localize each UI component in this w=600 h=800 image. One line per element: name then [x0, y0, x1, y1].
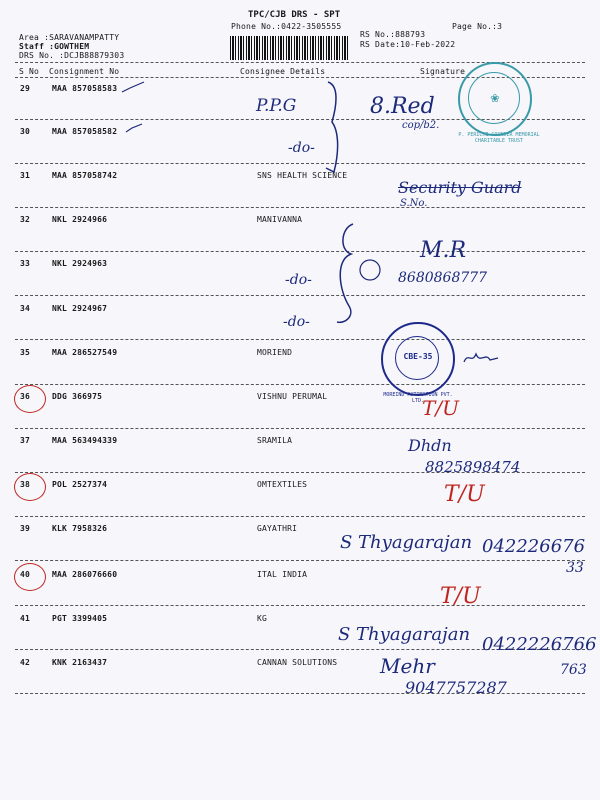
handwritten-ditto: -do-: [285, 272, 312, 288]
row-sno: 40: [20, 570, 31, 579]
area-label: Area :SARAVANAMPATTY: [19, 33, 120, 42]
row-consignment: MAA 286076660: [52, 570, 118, 579]
document-title: TPC/CJB DRS - SPT: [248, 10, 341, 20]
handwritten-brace: [322, 78, 352, 178]
tick-marks: [118, 80, 148, 140]
row-consignee: MORIEND: [257, 348, 293, 357]
row-sno: 31: [20, 171, 31, 180]
col-signature-header: Signature: [420, 67, 466, 76]
handwritten-loop: [325, 210, 385, 330]
phone-number: Phone No.:0422-3505555: [231, 22, 342, 31]
handwritten-phone: 9047757287: [405, 678, 507, 697]
row-sno: 38: [20, 480, 31, 489]
moreind-stamp-text: MOREIND AUTOMATION PVT. LTD.: [383, 392, 453, 404]
row-consignee: MANIVANNA: [257, 215, 303, 224]
row-consignment: NKL 2924963: [52, 259, 108, 268]
handwritten-name: S Thyagarajan: [340, 532, 473, 553]
row-consignment: DDG 366975: [52, 392, 103, 401]
row-divider: [15, 428, 585, 429]
handwritten-phone: 0422226766: [482, 634, 597, 655]
row-consignment: POL 2527374: [52, 480, 108, 489]
handwritten-signature: M.R: [420, 238, 467, 263]
handwritten-tu: T/U: [422, 396, 459, 420]
col-consignment-header: Consignment No: [49, 67, 120, 76]
handwritten-designation: cop/b2.: [402, 120, 440, 131]
handwritten-phone-suffix: 763: [560, 662, 587, 678]
row-consignee: ITAL INDIA: [257, 570, 308, 579]
row-divider: [15, 560, 585, 561]
row-consignment: MAA 563494339: [52, 436, 118, 445]
handwritten-signature: Dhdn: [408, 436, 452, 455]
row-divider: [15, 251, 585, 252]
row-sno: 33: [20, 259, 31, 268]
staff-label: Staff :GOWTHEM: [19, 42, 90, 51]
handwritten-ditto: -do-: [283, 314, 310, 330]
row-consignment: KLK 7958326: [52, 524, 108, 533]
tick-mark: [126, 124, 142, 132]
row-consignee: VISHNU PERUMAL: [257, 392, 328, 401]
row-sno: 37: [20, 436, 31, 445]
handwritten-signature: Mehr: [380, 654, 435, 678]
handwritten-initials: [462, 348, 502, 368]
rs-date: RS Date:10-Feb-2022: [360, 40, 456, 49]
barcode: [230, 36, 350, 60]
row-sno: 41: [20, 614, 31, 623]
row-sno: 30: [20, 127, 31, 136]
red-circle-mark: [14, 385, 46, 413]
circled-mark: [360, 260, 380, 280]
handwritten-signature: 8.Red: [370, 94, 435, 119]
row-sno: 42: [20, 658, 31, 667]
handwritten-tu: T/U: [440, 584, 481, 609]
row-divider: [15, 516, 585, 517]
initials-stroke: [464, 354, 498, 362]
row-consignment: MAA 857058742: [52, 171, 118, 180]
row-consignment: MAA 286527549: [52, 348, 118, 357]
row-divider: [15, 384, 585, 385]
trust-stamp: [458, 62, 532, 136]
handwritten-ppg: P.P.G: [256, 96, 297, 116]
drs-number: DRS No. :DCJB88879303: [19, 51, 125, 60]
row-consignee: SRAMILA: [257, 436, 293, 445]
loop-stroke: [337, 224, 353, 322]
col-sno-header: S No: [19, 67, 40, 76]
handwritten-phone-suffix: 33: [566, 560, 584, 576]
rs-number: RS No.:888793: [360, 30, 426, 39]
row-sno: 39: [20, 524, 31, 533]
brace-stroke: [326, 82, 338, 172]
row-divider: [15, 605, 585, 606]
row-consignment: NKL 2924967: [52, 304, 108, 313]
row-divider: [15, 207, 585, 208]
handwritten-phone: 8680868777: [398, 270, 488, 286]
row-consignment: PGT 3399405: [52, 614, 108, 623]
row-divider: [15, 163, 585, 164]
red-circle-mark: [14, 563, 46, 591]
handwritten-sno: S.No.: [400, 198, 428, 209]
row-consignee: CANNAN SOLUTIONS: [257, 658, 338, 667]
handwritten-security-guard: Security Guard: [398, 178, 522, 197]
handwritten-phone: 8825898474: [425, 458, 521, 476]
row-divider: [15, 339, 585, 340]
row-sno: 36: [20, 392, 31, 401]
row-consignment: KNK 2163437: [52, 658, 108, 667]
handwritten-tu: T/U: [444, 482, 485, 507]
tick-mark: [122, 82, 144, 92]
row-sno: 32: [20, 215, 31, 224]
page-number: Page No.:3: [452, 22, 503, 31]
tree-icon: ❀: [490, 90, 500, 106]
col-consignee-header: Consignee Details: [240, 67, 326, 76]
handwritten-phone: 042226676: [482, 536, 586, 557]
row-consignment: MAA 857058582: [52, 127, 118, 136]
trust-stamp-text: P. PERICHI GOUNDER MEMORIAL CHARITABLE TRUST: [458, 132, 540, 144]
row-consignee: OMTEXTILES: [257, 480, 308, 489]
row-consignment: NKL 2924966: [52, 215, 108, 224]
row-sno: 29: [20, 84, 31, 93]
row-consignment: MAA 857058583: [52, 84, 118, 93]
row-sno: 35: [20, 348, 31, 357]
row-consignee: SNS HEALTH SCIENCE: [257, 171, 348, 180]
row-consignee: KG: [257, 614, 268, 623]
handwritten-name: S Thyagarajan: [338, 624, 471, 645]
row-sno: 34: [20, 304, 31, 313]
moreind-stamp: [381, 322, 455, 396]
row-consignee: GAYATHRI: [257, 524, 298, 533]
row-divider: [15, 295, 585, 296]
handwritten-ditto: -do-: [288, 140, 315, 156]
red-circle-mark: [14, 473, 46, 501]
moreind-stamp-center: CBE-35: [403, 352, 433, 361]
